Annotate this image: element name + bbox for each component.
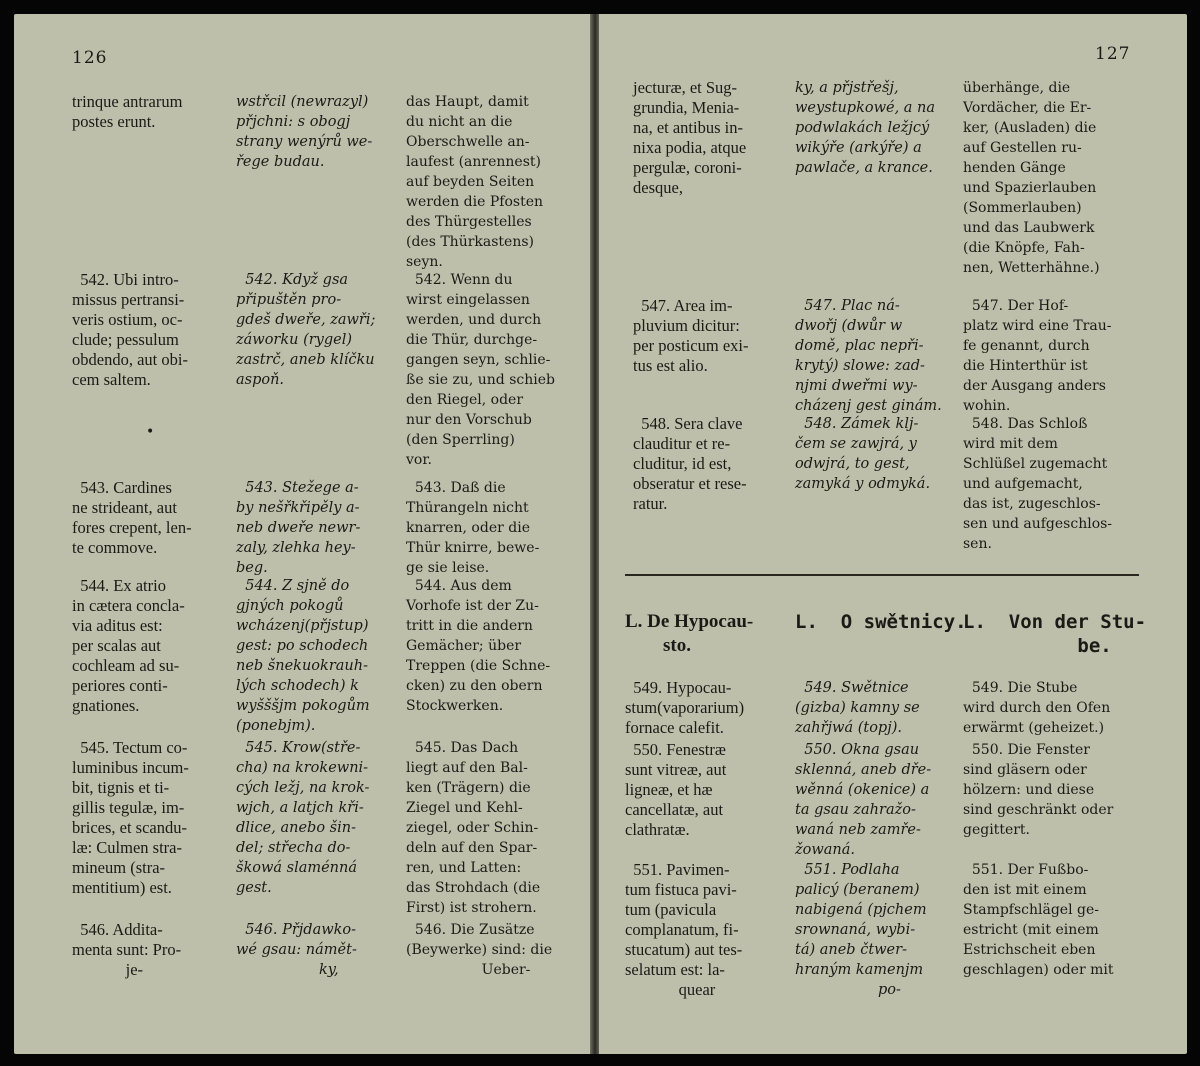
latin-text: jecturæ, et Sug- grundia, Menia- na, et antibus in- nixa podia, atque pergulæ, coroni- desque,: [633, 78, 747, 197]
german-text: 542. Wenn du wirst eingelassen werden, und durch die Thür, durchge- gangen seyn, schlie- ße sie zu, und schieb den Riegel, oder nur den Vorschub (den Sperrling) vor.: [406, 272, 555, 468]
left-page: [14, 14, 592, 1054]
czech-text: 549. Swětnice (gizba) kamny se zahřjwá (topj).: [795, 680, 920, 736]
latin-text: 544. Ex atrio in cætera concla- via aditus est: per scalas aut cochleam ad su- periores conti- gnationes.: [72, 576, 185, 715]
german-text: 545. Das Dach liegt auf den Bal- ken (Trägern) die Ziegel und Kehl- ziegel, oder Schin- deln auf den Spar- ren, und Latten: das Strohdach (die First) ist strohern.: [406, 740, 541, 916]
page-number-right: 127: [1095, 44, 1131, 64]
german-text: 551. Der Fußbo- den ist mit einem Stampfschlägel ge- estricht (mit einem Estrichscheit eben geschlagen) oder mit: [963, 862, 1114, 978]
stray-mark: •: [146, 424, 155, 440]
german-text: das Haupt, damit du nicht an die Oberschwelle an- laufest (anrennest) auf beyden Seiten werden die Pfosten des Thürgestelles (des Thürkastens) seyn.: [406, 94, 543, 270]
latin-text: 545. Tectum co- luminibus incum- bit, tignis et ti- gillis tegulæ, im- brices, et scandu- læ: Culmen stra- mineum (stra- mentitium) est.: [72, 738, 189, 897]
czech-text: 546. Přjdawko- wé gsau: námět- ky,: [236, 922, 357, 978]
latin-text: 546. Addita- menta sunt: Pro- je-: [72, 920, 182, 979]
czech-text: ky, a přjstřešj, weystupkowé, a na podwlakách ležjcý wikýře (arkýře) a pawlače, a krance.: [795, 80, 936, 176]
latin-text: 548. Sera clave clauditur et re- cluditur, id est, obseratur et rese- ratur.: [633, 414, 747, 513]
german-text: 548. Das Schloß wird mit dem Schlüßel zugemacht und aufgemacht, das ist, zugeschlos- sen und aufgeschlos- sen.: [963, 416, 1113, 552]
latin-text: 543. Cardines ne strideant, aut fores crepent, len- te commove.: [72, 478, 192, 557]
section-heading-czech: L. O swětnicy.: [795, 611, 967, 633]
czech-text: 548. Zámek klj- čem se zawjrá, y odwjrá, to gest, zamyká y odmyká.: [795, 416, 931, 492]
section-divider: [625, 574, 1139, 576]
czech-text: 551. Podlaha palicý (beranem) nabigená (pjchem srownaná, wybi- tá) aneb čtwer- hraným kamenjm po-: [795, 862, 927, 998]
czech-text: 543. Stežege a- by nešřkřipěly a- neb dweře newr- zaly, zlehka hey- beg.: [236, 480, 361, 576]
czech-text: 542. Když gsa připuštěn pro- gdeš dweře, zawři; záworku (rygel) zastrč, aneb klíčku aspoň.: [236, 272, 376, 388]
latin-text: 547. Area im- pluvium dicitur: per posticum exi- tus est alio.: [633, 296, 749, 375]
czech-text: 547. Plac ná- dwořj (dwůr w domě, plac nepři- krytý) slowe: zad- njmi dweřmi wy- cházenj gest ginám.: [795, 298, 942, 414]
czech-text: wstřcil (newrazyl) přjchni: s obogj strany wenýrů we- řege budau.: [236, 94, 373, 170]
latin-text: 551. Pavimen- tum fistuca pavi- tum (pavicula complanatum, fi- stucatum) aut tes- selatum est: la- quear: [625, 860, 743, 999]
section-heading-german: L. Von der Stu- be.: [963, 611, 1147, 657]
latin-text: 550. Fenestræ sunt vitreæ, aut ligneæ, et hæ cancellatæ, aut clathratæ.: [625, 740, 727, 839]
latin-text: 542. Ubi intro- missus pertransi- veris ostium, oc- clude; pessulum obdendo, aut obi- cem saltem.: [72, 270, 188, 389]
latin-text: trinque antrarum postes erunt.: [72, 92, 183, 131]
section-heading-latin: L. De Hypocau- sto.: [625, 611, 754, 656]
german-text: 549. Die Stube wird durch den Ofen erwärmt (geheizet.): [963, 680, 1111, 736]
german-text: 547. Der Hof- platz wird eine Trau- fe genannt, durch die Hinterthür ist der Ausgang anders wohin.: [963, 298, 1112, 414]
page-number-left: 126: [72, 48, 108, 68]
czech-text: 545. Krow(stře- cha) na krokewni- cých ležj, na krok- wjch, a latjch kři- dlice, anebo šin- del; střecha do- škowá slaménná gest.: [236, 740, 370, 896]
german-text: 546. Die Zusätze (Beywerke) sind: die Ueber-: [406, 922, 553, 978]
german-text: 544. Aus dem Vorhofe ist der Zu- tritt in die andern Gemächer; über Treppen (die Schne- cken) zu den obern Stockwerken.: [406, 578, 551, 714]
czech-text: 544. Z sjně do gjných pokogů wcházenj(přjstup) gest: po schodech neb šnekuokrauh- lých schodech) k wyšššjm pokogům (ponebjm).: [236, 578, 370, 734]
german-text: 543. Daß die Thürangeln nicht knarren, oder die Thür knirre, bewe- ge sie leise.: [406, 480, 540, 576]
german-text: 550. Die Fenster sind gläsern oder hölzern: und diese sind geschränkt oder gegittert.: [963, 742, 1114, 838]
latin-text: 549. Hypocau- stum(vaporarium) fornace calefit.: [625, 678, 745, 737]
german-text: überhänge, die Vordächer, die Er- ker, (Ausladen) die auf Gestellen ru- henden Gänge und Spazierlauben (Sommerlauben) und das Laubwerk (die Knöpfe, Fah- nen, Wetterhähne.): [963, 80, 1100, 276]
czech-text: 550. Okna gsau sklenná, aneb dře- wěnná (okenice) a ta gsau zahražo- waná neb zamře- žowaná.: [795, 742, 932, 858]
right-page: [599, 14, 1187, 1054]
